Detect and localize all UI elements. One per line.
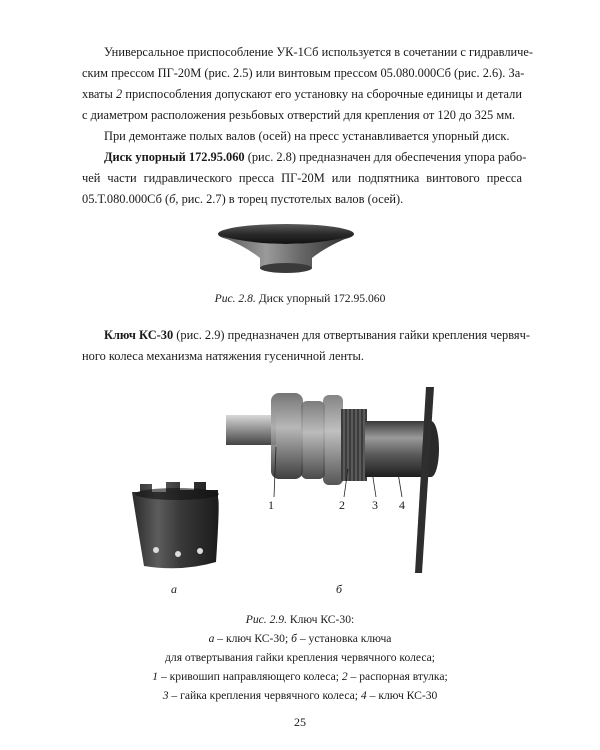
disk-base bbox=[260, 263, 312, 273]
key-tube bbox=[365, 421, 431, 477]
callout-3: 3 bbox=[372, 498, 378, 512]
worm-wheel-nut bbox=[323, 395, 343, 485]
p3-line-3a: 05.Т.080.000Сб ( bbox=[82, 192, 170, 206]
p3-line-2: чей части гидравлического пресса ПГ-20М или подпятника винтового пресса bbox=[82, 171, 522, 185]
p3-line-1 bbox=[82, 147, 527, 168]
p3-line-1-rest: (рис. 2.8) предназначен для обеспечения упора рабо- bbox=[244, 150, 527, 164]
callout-2: 2 bbox=[339, 498, 345, 512]
fig-2-9-item-1-text: – кривошип направляющего колеса; bbox=[158, 670, 342, 683]
fig-2-9-title: Ключ КС-30: bbox=[287, 613, 355, 626]
p4-line-1-rest: (рис. 2.9) предназначен для отвертывания гайки крепления червяч- bbox=[173, 328, 530, 342]
fig-2-9-item-4: 4 bbox=[360, 689, 367, 702]
fig-2-9-caption-line-2 bbox=[60, 629, 540, 648]
key-installation-image bbox=[226, 385, 450, 575]
p1-line-3c: приспособления допускают его установку на сборочные единицы и детали bbox=[122, 87, 522, 101]
callout-4: 4 bbox=[399, 498, 405, 512]
paragraph-1 bbox=[82, 42, 534, 210]
p1-line-3a: хваты bbox=[82, 87, 116, 101]
p1-line-3 bbox=[82, 84, 522, 105]
key-title: Ключ КС-30 bbox=[104, 328, 174, 342]
threaded-ring bbox=[341, 409, 367, 481]
fig-2-9-a-text: – ключ КС-30; bbox=[214, 632, 292, 645]
fig-2-9-b: б bbox=[291, 632, 297, 645]
fig-2-8-label: Рис. 2.8. bbox=[214, 292, 256, 305]
fig-2-9-item-3-text: – гайка крепления червячного колеса; bbox=[168, 689, 361, 702]
spacer-sleeve bbox=[301, 401, 325, 479]
fig-2-8-text: Диск упорный 172.95.060 bbox=[255, 292, 386, 305]
fig-2-9-item-2-text: – распорная втулка; bbox=[347, 670, 448, 683]
p3-item-b: б bbox=[169, 192, 176, 206]
p1-line-2: ским прессом ПГ-20М (рис. 2.5) или винтовым прессом 05.080.000Сб (рис. 2.6). За- bbox=[82, 66, 525, 80]
crank bbox=[271, 393, 303, 479]
fig-2-9-caption-line-3: для отвертывания гайки крепления червячного колеса; bbox=[165, 651, 435, 664]
p3-line-3 bbox=[82, 189, 522, 210]
p1-item-2: 2 bbox=[116, 87, 123, 101]
figure-2-8-caption bbox=[60, 289, 540, 308]
p1-line-4: с диаметром расположения резьбовых отверстий для крепления от 120 до 325 мм. bbox=[82, 108, 516, 122]
page-number: 25 bbox=[294, 715, 306, 729]
fig-2-9-item-3: 3 bbox=[162, 689, 169, 702]
fig-2-9-a: а bbox=[208, 632, 215, 645]
key-top-opening bbox=[135, 488, 219, 500]
key-lever bbox=[415, 387, 434, 573]
callout-1: 1 bbox=[268, 498, 274, 512]
fig-2-9-label: Рис. 2.9. bbox=[245, 613, 287, 626]
key-hole-2 bbox=[175, 551, 181, 557]
fig-2-9-b-text: – установка ключа bbox=[296, 632, 392, 645]
p4-line-2: ного колеса механизма натяжения гусеничной ленты. bbox=[82, 349, 364, 363]
fig-2-9-item-1: 1 bbox=[152, 670, 159, 683]
paragraph-2: При демонтаже полых валов (осей) на пресс устанавливается упорный диск. bbox=[104, 129, 510, 143]
disk-title: Диск упорный 172.95.060 bbox=[104, 150, 245, 164]
key-hole-3 bbox=[197, 548, 203, 554]
figure-2-9-caption bbox=[60, 610, 540, 705]
figure-2-9-label-b: б bbox=[336, 582, 343, 596]
key-hole-1 bbox=[153, 547, 159, 553]
figure-2-9-label-a: а bbox=[171, 582, 177, 596]
fig-2-9-caption-line-4 bbox=[60, 667, 540, 686]
fig-2-9-item-2: 2 bbox=[341, 670, 348, 683]
paragraph-4 bbox=[82, 325, 530, 367]
fig-2-9-caption-line-1 bbox=[60, 610, 540, 629]
fig-2-9-caption-line-5 bbox=[60, 686, 540, 705]
fig-2-9-item-4-text: – ключ КС-30 bbox=[366, 689, 438, 702]
key-ks30-image bbox=[122, 478, 232, 574]
p1-line-1: Универсальное приспособление УК-1Сб используется в сочетании с гидравличе- bbox=[104, 45, 534, 59]
thrust-disk-image bbox=[215, 222, 357, 280]
p4-line-1 bbox=[82, 325, 530, 346]
p3-line-3c: , рис. 2.7) в торец пустотелых валов (осей). bbox=[175, 192, 404, 206]
crank-shaft bbox=[226, 415, 276, 445]
